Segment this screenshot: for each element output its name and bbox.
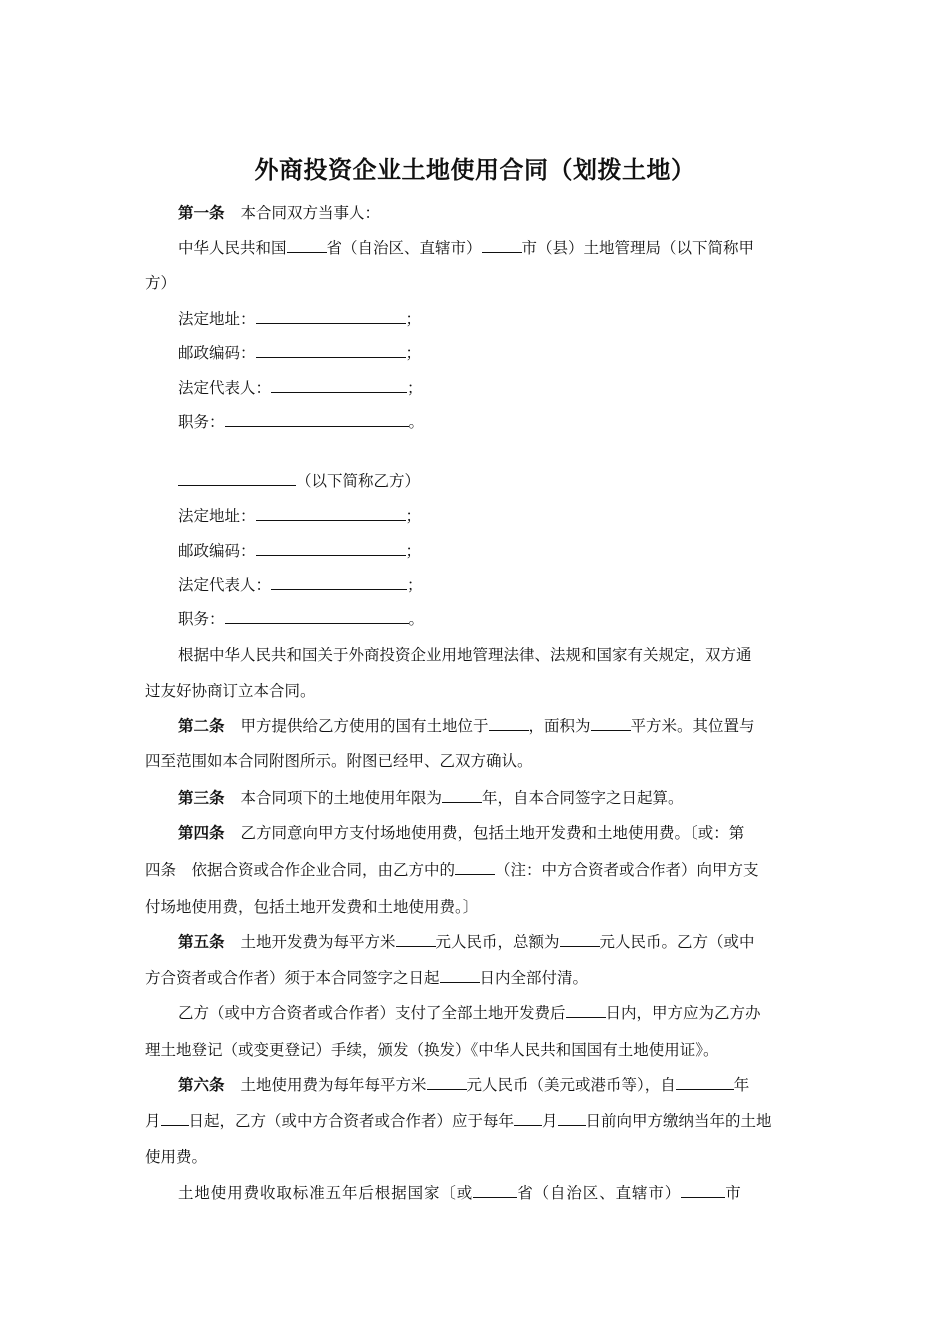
document-title: 外商投资企业土地使用合同（划拨土地）: [254, 156, 696, 184]
text-segment: （以下简称乙方）: [296, 472, 421, 490]
article-1: [178, 203, 380, 223]
text-segment: 日内全部付清。: [479, 969, 589, 987]
blank-field: [514, 1111, 542, 1126]
text-segment: 本合同项下的土地使用年限为: [240, 789, 443, 807]
party-b-name: [178, 471, 420, 491]
blank-field: [681, 1183, 725, 1198]
punctuation: 。: [408, 610, 425, 628]
party-a-postcode: [178, 343, 421, 363]
blank-field: [473, 1183, 517, 1198]
party-a-line-2: 方）: [145, 274, 177, 292]
text-segment: 日内，甲方应为乙方办: [605, 1004, 761, 1022]
blank-field: [455, 860, 495, 875]
text-segment: 乙方同意向甲方支付场地使用费，包括土地开发费和土地使用费。〔或：第: [240, 824, 745, 842]
party-b-address: [178, 506, 421, 526]
blank-field: [427, 1075, 467, 1090]
text-segment: 元人民币（美元或港币等），自: [466, 1076, 676, 1094]
blank-field: [489, 716, 529, 731]
text-segment: 土地开发费为每平方米: [240, 933, 396, 951]
text-segment: ，面积为: [528, 717, 591, 735]
article-5-para-2: [178, 1003, 761, 1023]
blank-field: [287, 238, 327, 253]
party-a-line-1: [178, 238, 754, 258]
punctuation: ；: [407, 576, 423, 594]
blank-field: [271, 575, 407, 590]
field-label: 法定地址：: [178, 310, 256, 328]
blank-field: [225, 412, 409, 427]
text-segment: 中华人民共和国: [178, 239, 287, 257]
punctuation: ；: [407, 379, 423, 397]
text-segment: 方合资者或合作者）须于本合同签字之日起: [145, 969, 440, 987]
text-segment: 日起，乙方（或中方合资者或合作者）应于每年: [188, 1112, 515, 1130]
field-label: 法定代表人：: [178, 379, 272, 397]
field-label: 职务：: [178, 413, 225, 431]
text-segment: 市（县）土地管理局（以下简称甲: [521, 239, 755, 257]
text-segment: 市: [725, 1184, 742, 1202]
article-3: [178, 788, 684, 808]
text-segment: 年，自本合同签字之日起算。: [482, 789, 684, 807]
article-label: 第四条: [178, 823, 225, 842]
text-segment: 月: [145, 1112, 161, 1130]
text-segment: 省（自治区、直辖市）: [326, 239, 482, 257]
punctuation: ；: [405, 542, 422, 560]
blank-field: [591, 716, 631, 731]
article-2: [178, 716, 755, 736]
text-segment: 日前向甲方缴纳当年的土地: [585, 1112, 772, 1130]
blank-field: [256, 506, 406, 521]
text-segment: 平方米。其位置与: [630, 717, 755, 735]
article-label: 第六条: [178, 1075, 225, 1094]
text-segment: （注：中方合资者或合作者）向甲方支: [495, 861, 759, 879]
blank-field: [256, 541, 406, 556]
field-label: 职务：: [178, 610, 225, 628]
article-label: 第二条: [178, 716, 225, 735]
text-segment: 元人民币，总额为: [435, 933, 560, 951]
blank-field: [256, 309, 406, 324]
text-segment: 乙方（或中方合资者或合作者）支付了全部土地开发费后: [178, 1004, 566, 1022]
blank-field: [560, 932, 600, 947]
party-a-address: [178, 309, 421, 329]
blank-field: [178, 471, 296, 486]
blank-field: [225, 609, 409, 624]
party-b-representative: [178, 575, 423, 595]
text-segment: 土地使用费收取标准五年后根据国家〔或: [178, 1184, 474, 1202]
blank-field: [161, 1111, 189, 1126]
article-5-line-2: [145, 968, 588, 988]
article-6: [178, 1075, 749, 1095]
blank-field: [558, 1111, 586, 1126]
article-label: 第一条: [178, 203, 225, 222]
article-label: 第三条: [178, 788, 225, 807]
article-5: [178, 932, 755, 952]
text-segment: 四条 依据合资或合作企业合同，由乙方中的: [145, 861, 456, 879]
article-6-para-2: [178, 1183, 742, 1203]
blank-field: [566, 1003, 606, 1018]
punctuation: ；: [405, 310, 422, 328]
article-4-line-2: [145, 860, 759, 880]
article-text: 本合同双方当事人：: [240, 204, 381, 222]
blank-field: [676, 1075, 734, 1090]
article-2-line-2: 四至范围如本合同附图所示。附图已经甲、乙双方确认。: [145, 752, 533, 770]
blank-field: [396, 932, 436, 947]
article-6-line-2: [145, 1111, 772, 1131]
field-label: 邮政编码：: [178, 542, 256, 560]
blank-field: [271, 378, 407, 393]
basis-line-2: 过友好协商订立本合同。: [145, 682, 316, 700]
blank-field: [442, 788, 482, 803]
punctuation: ；: [405, 507, 422, 525]
field-label: 邮政编码：: [178, 344, 256, 362]
basis-line-1: 根据中华人民共和国关于外商投资企业用地管理法律、法规和国家有关规定，双方通: [178, 646, 752, 664]
party-b-position: [178, 609, 424, 629]
text-segment: 元人民币。乙方（或中: [599, 933, 755, 951]
party-b-postcode: [178, 541, 421, 561]
party-a-representative: [178, 378, 423, 398]
punctuation: ；: [405, 344, 422, 362]
text-segment: 月: [542, 1112, 558, 1130]
text-segment: 甲方提供给乙方使用的国有土地位于: [240, 717, 489, 735]
article-5-para-2-line-2: 理土地登记（或变更登记）手续，颁发（换发）《中华人民共和国国有土地使用证》。: [145, 1041, 719, 1059]
text-segment: 省（自治区、直辖市）: [517, 1184, 682, 1202]
punctuation: 。: [408, 413, 425, 431]
blank-field: [440, 968, 480, 983]
article-4-line-3: 付场地使用费，包括土地开发费和土地使用费。〕: [145, 898, 479, 916]
text-segment: 年: [733, 1076, 750, 1094]
field-label: 法定地址：: [178, 507, 256, 525]
text-segment: 土地使用费为每年每平方米: [240, 1076, 427, 1094]
blank-field: [256, 343, 406, 358]
article-4: [178, 823, 744, 843]
article-label: 第五条: [178, 932, 225, 951]
blank-field: [482, 238, 522, 253]
field-label: 法定代表人：: [178, 576, 272, 594]
article-6-line-3: 使用费。: [145, 1148, 208, 1166]
party-a-position: [178, 412, 424, 432]
